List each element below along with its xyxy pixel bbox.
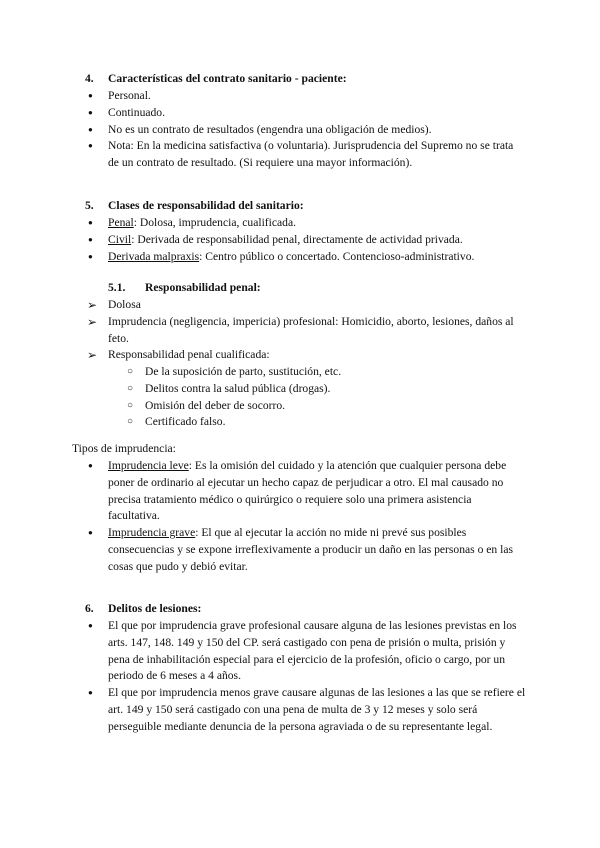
section-number: 6. — [85, 602, 94, 615]
list-item: ● Imprudencia grave: El que al ejecutar la acción no mide ni prevé sus posibles consecuencias y se expone irreflexivamente a producir un daño en las personas o en las cosas que pudo y debió evitar. — [88, 526, 513, 573]
bullet-icon: ● — [88, 621, 93, 630]
bullet-icon: ● — [88, 461, 93, 470]
section-5-heading — [85, 198, 485, 215]
list-item: ● Civil: Derivada de responsabilidad penal, directamente de actividad privada. — [108, 232, 528, 249]
list-item: ➢ Imprudencia (negligencia, impericia) profesional: Homicidio, aborto, lesiones, daños al feto. — [87, 314, 514, 345]
list-item: ● Penal: Dolosa, imprudencia, cualificada. — [108, 215, 528, 232]
tipos-list — [88, 458, 526, 576]
tipos-label: Tipos de imprudencia: — [72, 442, 176, 455]
bullet-icon: ● — [88, 141, 93, 151]
arrow-bullet-icon: ➢ — [87, 314, 98, 329]
list-item: ● Nota: En la medicina satisfactiva (o voluntaria). Jurisprudencia del Supremo no se trata de un contrato de resultado. (Si requiere una mayor información). — [88, 139, 514, 170]
circle-bullet-icon: ○ — [127, 399, 134, 411]
bullet-icon: ● — [88, 91, 93, 100]
section-4-list — [88, 88, 523, 172]
list-item: ○ Delitos contra la salud pública (drogas). — [145, 381, 475, 398]
arrow-bullet-icon: ➢ — [87, 348, 98, 363]
section-title: Delitos de lesiones: — [108, 602, 202, 615]
section-5-list — [88, 215, 528, 265]
section-6-heading — [85, 601, 385, 618]
list-item: ● Derivada malpraxis: Centro público o concertado. Contencioso-administrativo. — [108, 249, 528, 266]
section-title: Características del contrato sanitario - paciente: — [108, 72, 347, 85]
section-5-1-heading — [108, 280, 408, 297]
bullet-icon: ● — [88, 218, 93, 227]
section-number: 5.1. — [108, 281, 126, 294]
circle-bullet-icon: ○ — [127, 416, 134, 428]
section-5-1-list — [87, 297, 530, 364]
circle-bullet-icon: ○ — [127, 382, 134, 394]
bullet-icon: ● — [88, 234, 93, 244]
arrow-bullet-icon: ➢ — [87, 298, 98, 312]
list-item: ● El que por imprudencia menos grave causare algunas de las lesiones a las que se refiere el art. 149 y 150 será castigado con una pena de multa de 3 y 12 meses y solo será perseguible mediante denuncia de la persona agraviada o de su representante legal. — [88, 686, 526, 733]
bullet-icon: ● — [88, 688, 93, 698]
list-item: ○ Certificado falso. — [145, 414, 475, 431]
section-4-heading — [85, 71, 485, 88]
section-6-list — [88, 618, 526, 736]
list-item: ● Personal. — [108, 88, 523, 105]
list-item: ○ De la suposición de parto, sustitución, etc. — [145, 364, 475, 381]
bullet-icon: ● — [88, 107, 93, 117]
list-item: ➢ Responsabilidad penal cualificada: — [87, 348, 270, 363]
section-title: Responsabilidad penal: — [145, 281, 261, 294]
list-item: ● El que por imprudencia grave profesional causare alguna de las lesiones previstas en los arts. 147, 148. 149 y 150 del CP. será castigado con pena de prisión o multa, prisión y pena de inhabilitación especial para el ejercicio de la profesión, oficio o cargo, por un periodo de 6 meses a 4 años. — [88, 619, 517, 683]
list-item: ● Continuado. — [108, 105, 523, 122]
bullet-icon: ● — [88, 528, 93, 538]
list-item: ○ Omisión del deber de socorro. — [145, 398, 475, 415]
bullet-icon: ● — [88, 251, 93, 261]
list-item: ● No es un contrato de resultados (engendra una obligación de medios). — [108, 122, 523, 139]
section-5-1-sublist — [127, 364, 475, 431]
section-number: 4. — [85, 72, 94, 85]
bullet-icon: ● — [88, 124, 93, 134]
list-item: ● Imprudencia leve: Es la omisión del cuidado y la atención que cualquier persona debe poner de ordinario al ejecutar un hecho capaz de perjudicar a otro. El mal causado no precisa tratamiento médico o quirúrgico o requiere solo una primera asistencia facultativa. — [88, 459, 507, 523]
list-item: ➢ Dolosa — [87, 298, 141, 312]
circle-bullet-icon: ○ — [127, 366, 134, 377]
section-title: Clases de responsabilidad del sanitario: — [108, 199, 304, 212]
section-number: 5. — [85, 199, 94, 212]
